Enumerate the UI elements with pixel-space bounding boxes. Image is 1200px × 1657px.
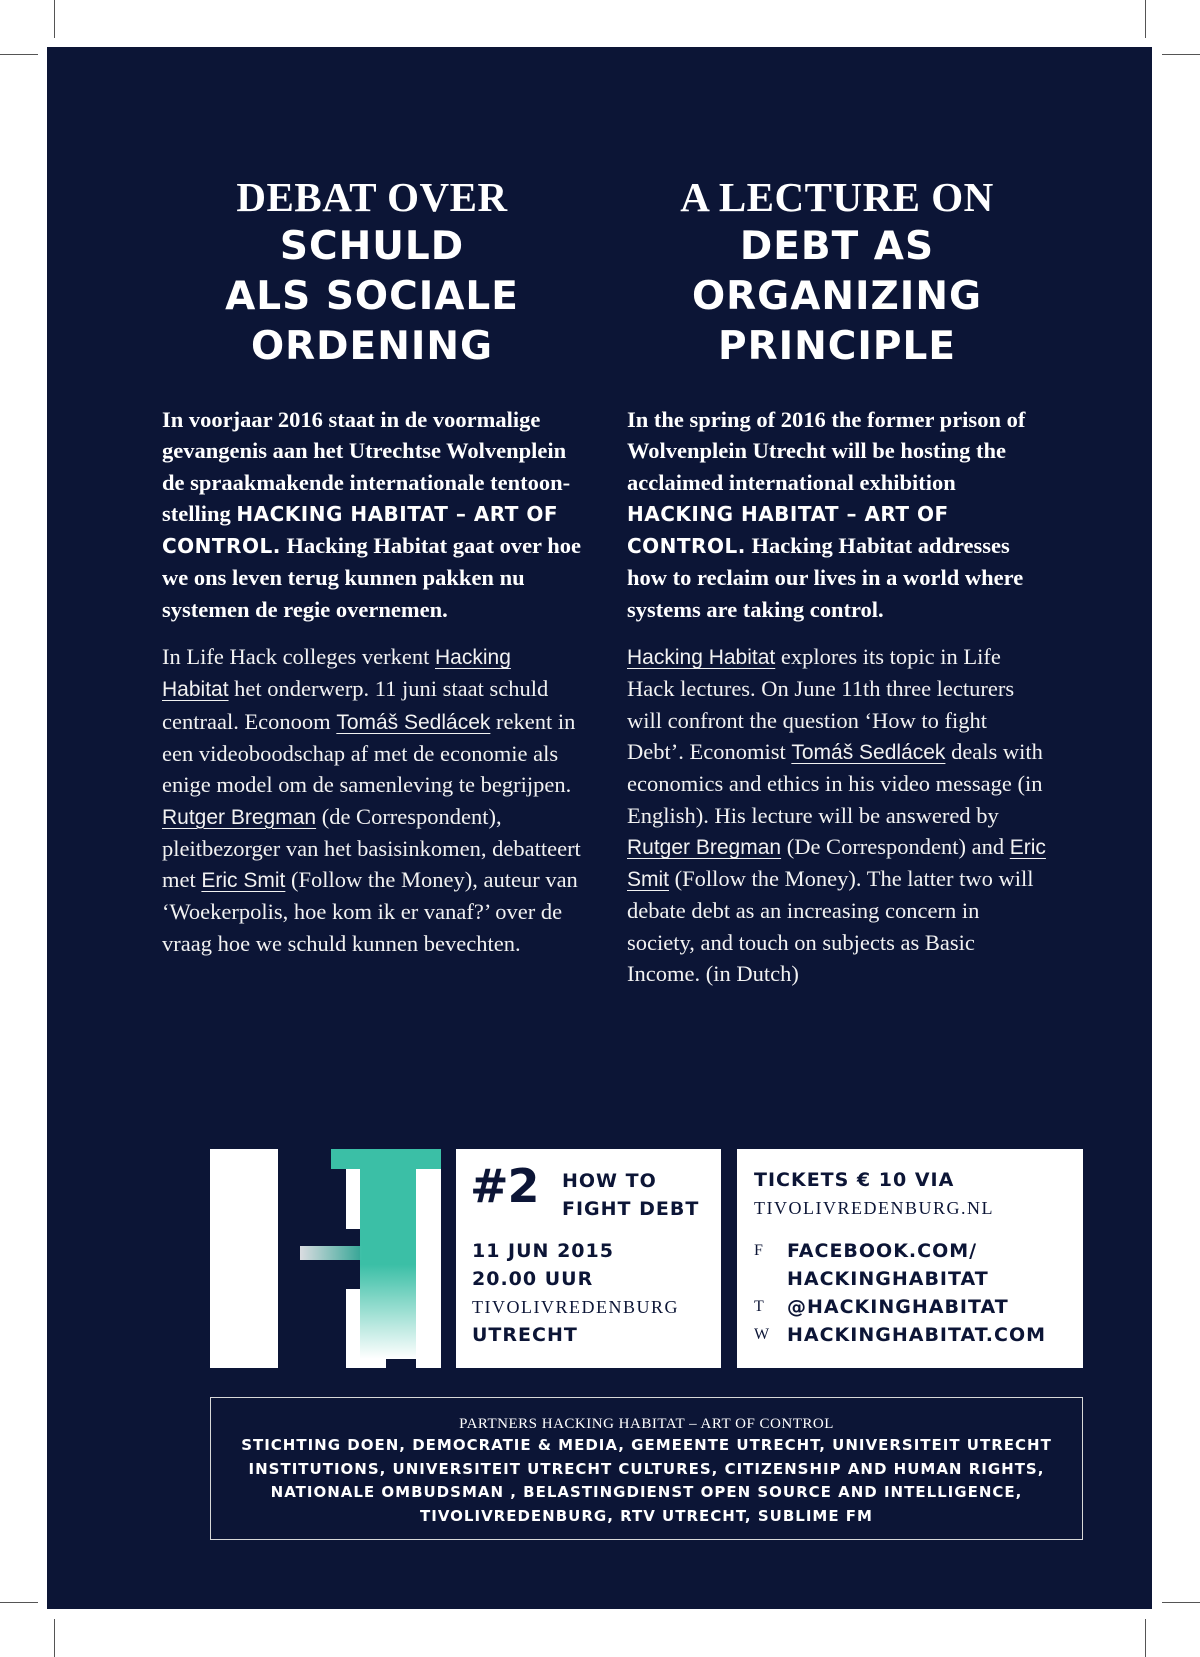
english-body-text: (Follow the Money). The latter two will debate debt as an increasing concern in society, and touch on subjects as Basic Income. (in Dutch) [627,866,1034,987]
partners-line: INSTITUTIONS, UNIVERSITEIT UTRECHT CULTURES, CITIZENSHIP AND HUMAN RIGHTS, [248,1459,1045,1478]
dutch-heading-line: ALS SOCIALE [225,274,519,319]
crop-mark [54,0,55,38]
english-heading [627,172,1047,372]
dutch-heading-line: SCHULD [279,224,465,269]
english-heading-serif: A LECTURE ON [680,174,994,220]
credit-name: AUTOBAHN [1152,1452,1162,1514]
english-intro-exhibition: HACKING HABITAT – ART OF CONTROL. [627,501,949,559]
dutch-heading-serif: DEBAT OVER [236,174,508,220]
crop-mark [54,1619,55,1657]
tickets-price: TICKETS € 10 VIA [754,1169,955,1191]
event-city: UTRECHT [472,1324,578,1346]
crop-mark [0,1602,38,1603]
english-intro [627,404,1047,625]
english-body-text: (De Correspondent) and [781,833,1010,859]
dutch-heading-line: ORDENING [251,324,493,369]
crop-mark [1145,0,1146,38]
design-credit [1151,1453,1162,1614]
rutger-bregman-link[interactable]: Rutger Bregman [162,805,317,829]
english-body [627,641,1047,989]
eric-smit-link[interactable]: Eric Smit [201,869,286,893]
tomas-sedlacek-link[interactable]: Tomáš Sedlácek [336,710,491,734]
crop-mark [1145,1619,1146,1657]
partners-box [210,1397,1083,1540]
partners-line: STICHTING DOEN, DEMOCRATIE & MEDIA, GEMEENTE UTRECHT, UNIVERSITEIT UTRECHT [241,1436,1052,1454]
english-column [627,172,1047,989]
crop-mark [0,54,38,55]
tickets-url-link[interactable]: TIVOLIVREDENBURG.NL [754,1198,994,1218]
event-date: 11 JUN 2015 [472,1240,614,1262]
dutch-column [162,172,582,959]
twitter-letter: T [754,1298,764,1315]
dutch-body-text: (Follow the Money), auteur van ‘Woekerpolis, hoe kom ik er vanaf?’ over de vraag hoe we schuld kunnen bevechten. [162,867,578,956]
credit-label: GRAFISCH ONTWERP [1151,1516,1161,1614]
event-title-line: HOW TO [562,1170,657,1192]
facebook-link[interactable]: FACEBOOK.COM/ [787,1240,978,1262]
dutch-body-text: rekent in een videoboodschap af met de economie als enige model om de samenleving te begrijpen. [162,708,576,798]
english-intro-text: In the spring of 2016 the former prison of Wolvenplein Utrecht will be hosting the acclaimed international exhibition [627,407,1026,495]
event-title-line: FIGHT DEBT [562,1198,700,1220]
english-intro-text: Hacking Habitat addresses how to reclaim our lives in a world where systems are taking control. [627,533,1024,622]
partners-line: TIVOLIVREDENBURG, RTV UTRECHT, SUBLIME FM [420,1506,873,1525]
dutch-body-text: het onderwerp. 11 juni staat schuld centraal. Econoom [162,676,549,734]
english-body-text: explores its topic in Life Hack lectures. On June 11th three lecturers will confront the question ‘How to fight Debt’. Economist [627,644,1015,764]
dutch-intro-text: Hacking Habitat gaat over hoe we ons leven terug kunnen pakken nu systemen de regie overnemen. [162,533,582,622]
dutch-intro-text: In voorjaar 2016 staat in de voormalige gevangenis aan het Utrechtse Wolvenplein de spraakmakende internationale tentoonstelling [162,407,571,526]
tickets-box [737,1149,1083,1368]
event-venue: TIVOLIVREDENBURG [472,1297,679,1317]
hacking-habitat-link[interactable]: Hacking Habitat [162,646,511,702]
crop-mark [1162,1602,1200,1603]
hacking-habitat-link[interactable]: Hacking Habitat [627,646,776,670]
partners-title: PARTNERS HACKING HABITAT – ART OF CONTROL [459,1416,834,1432]
dutch-body-text: (de Correspondent), pleitbezorger van het basisinkomen, debatteert met [162,803,581,893]
event-info-box [456,1149,721,1368]
event-title [562,1167,699,1223]
website-link[interactable]: HACKINGHABITAT.COM [787,1324,1047,1346]
dutch-body [162,641,582,959]
facebook-link-cont[interactable]: HACKINGHABITAT [787,1268,989,1290]
english-heading-line: DEBT AS [739,224,935,269]
hh-logo-icon [210,1149,441,1368]
twitter-link[interactable]: @HACKINGHABITAT [787,1296,1009,1318]
dutch-intro [162,404,582,625]
event-time: 20.00 UUR [472,1268,594,1290]
english-heading-line: PRINCIPLE [718,324,956,369]
facebook-letter: F [754,1242,763,1259]
rutger-bregman-link[interactable]: Rutger Bregman [627,835,782,859]
partners-line: NATIONALE OMBUDSMAN , BELASTINGDIENST OPEN SOURCE AND INTELLIGENCE, [270,1483,1023,1501]
english-heading-line: ORGANIZING [692,274,982,319]
dutch-heading [162,172,582,372]
english-body-text: deals with economics and ethics in his video message (in English). His lecture will be answered by [627,738,1043,828]
crop-mark [1162,54,1200,55]
tomas-sedlacek-link[interactable]: Tomáš Sedlácek [791,740,946,764]
dutch-body-text: In Life Hack colleges verkent [162,644,435,670]
event-number: #2 [470,1159,539,1213]
web-letter: W [754,1326,770,1343]
eric-smit-link[interactable]: Eric Smit [627,835,1046,892]
hacking-habitat-logo [210,1149,441,1368]
poster [47,47,1162,1614]
dutch-intro-exhibition: HACKING HABITAT – ART OF CONTROL. [162,501,559,559]
